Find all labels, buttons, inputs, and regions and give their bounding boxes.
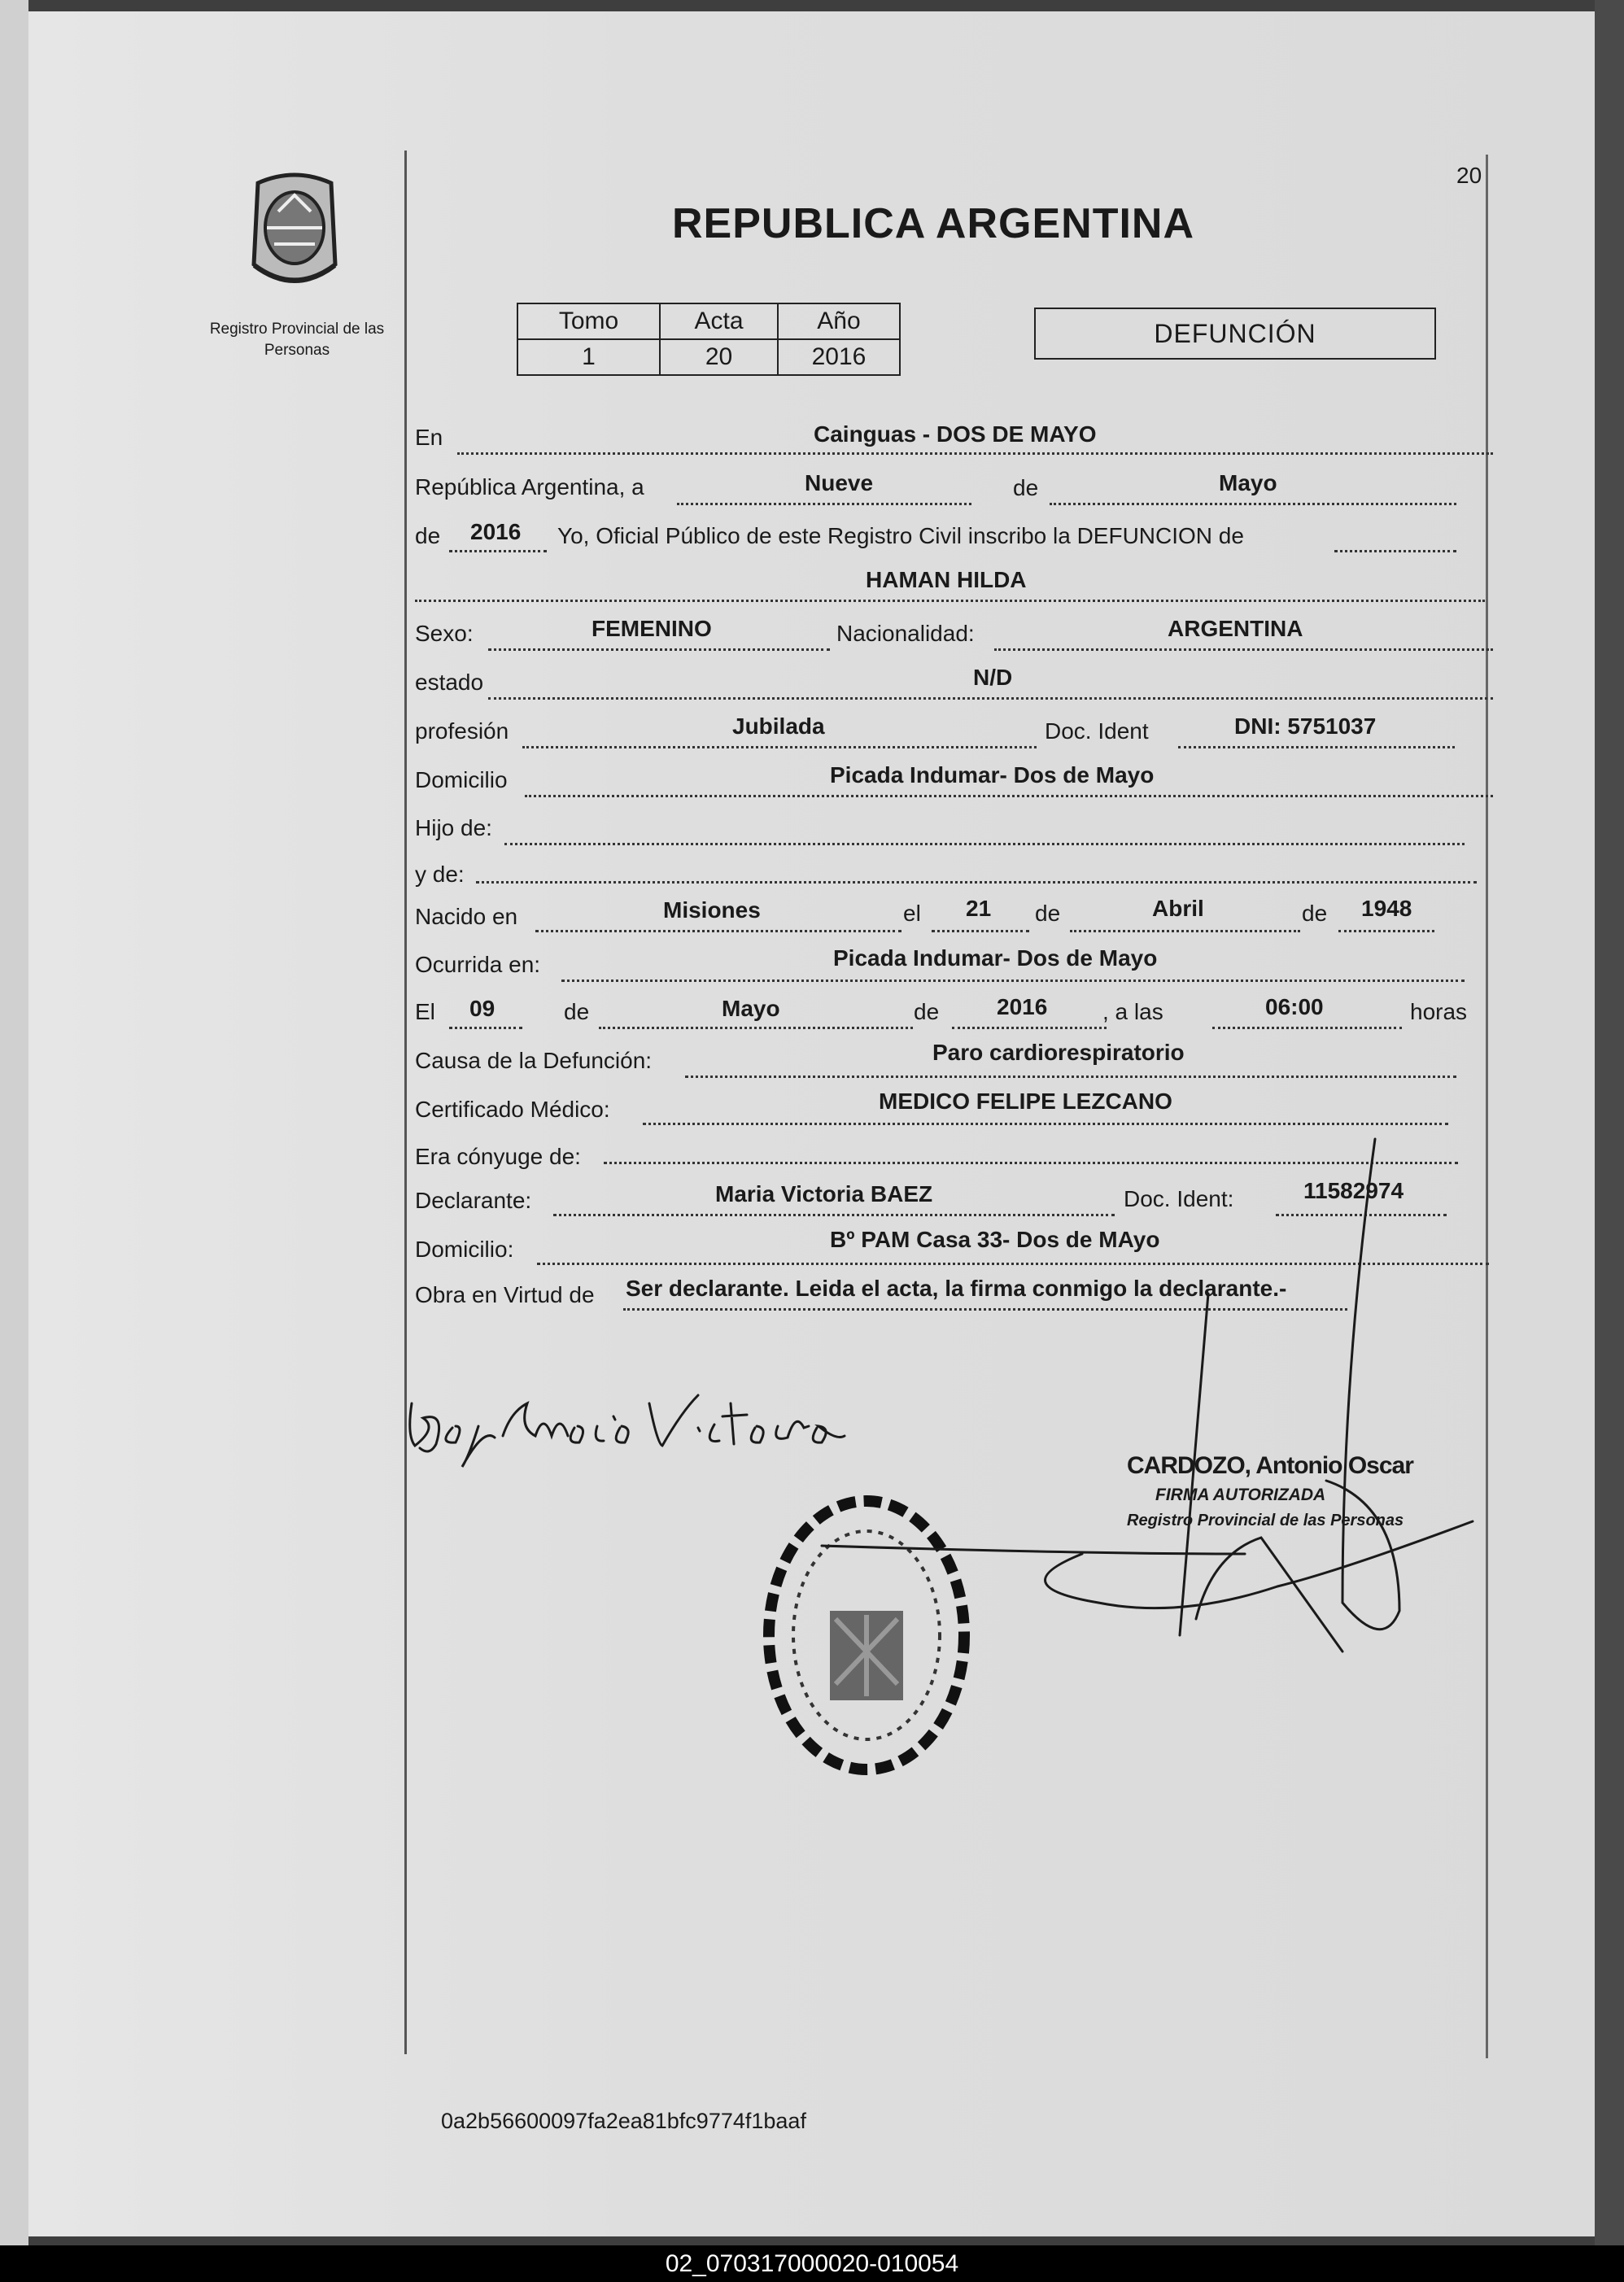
label-declarante: Declarante: [415,1188,532,1213]
value-def-hora: 06:00 [1265,994,1324,1019]
value-def-anio: 2016 [997,994,1048,1019]
label-de-4: de [1302,901,1328,926]
label-causa: Causa de la Defunción: [415,1048,653,1073]
official-name: CARDOZO, Antonio Oscar [1127,1452,1413,1479]
label-el-lower: el [903,901,921,926]
label-de-3: de [1035,901,1061,926]
value-declarante-doc: 11582974 [1303,1178,1404,1203]
registry-label: Registro Provincial de las Personas [209,321,385,359]
value-sexo: FEMENINO [592,616,712,641]
value-nacido-en: Misiones [663,897,761,923]
official-role: FIRMA AUTORIZADA [1155,1486,1326,1504]
label-nacido-en: Nacido en [415,904,518,929]
scanner-left-edge [0,0,28,2245]
scanner-right-edge [1595,0,1624,2245]
official-signature [757,1131,1489,1700]
label-sexo: Sexo: [415,621,474,646]
value-nac-mes: Abril [1152,896,1204,921]
header-tomo: Tomo [517,303,660,339]
value-domicilio: Picada Indumar- Dos de Mayo [830,762,1155,788]
value-estado: N/D [973,665,1013,690]
label-el: El [415,999,435,1024]
value-lugar: Cainguas - DOS DE MAYO [814,421,1097,447]
value-def-dia: 09 [469,996,495,1021]
left-margin-line [404,151,407,2054]
value-nac-dia: 21 [966,896,992,921]
value-declarante-domicilio: Bº PAM Casa 33- Dos de MAyo [830,1227,1160,1252]
value-declarante: Maria Victoria BAEZ [715,1181,933,1206]
label-a-las: , a las [1102,999,1163,1024]
label-obra: Obra en Virtud de [415,1282,595,1307]
label-domicilio-2: Domicilio: [415,1237,514,1262]
label-yo: Yo, Oficial Público de este Registro Civil inscribo la DEFUNCION de [557,523,1244,548]
value-ocurrida-en: Picada Indumar- Dos de Mayo [833,945,1158,971]
footer-code: 02_070317000020-010054 [0,2245,1624,2282]
value-obra: Ser declarante. Leida el acta, la firma conmigo la declarante.- [626,1276,1287,1301]
page-title: REPUBLICA ARGENTINA [672,200,1195,247]
value-tomo: 1 [517,339,660,375]
label-certificado: Certificado Médico: [415,1097,610,1122]
label-y-de: y de: [415,862,465,887]
value-def-mes: Mayo [722,996,780,1021]
label-de-2: de [415,523,441,548]
label-profesion: profesión [415,718,509,744]
label-de-1: de [1013,475,1039,500]
label-horas: horas [1410,999,1468,1024]
label-ocurrida-en: Ocurrida en: [415,952,541,977]
value-acta: 20 [660,339,778,375]
document-hash: 0a2b56600097fa2ea81bfc9774f1baaf [441,2109,806,2133]
label-de-6: de [914,999,940,1024]
value-nombre: HAMAN HILDA [866,567,1027,592]
value-dia: Nueve [805,470,874,495]
header-acta: Acta [660,303,778,339]
official-registry: Registro Provincial de las Personas [1127,1512,1404,1529]
page-number: 20 [1456,163,1482,188]
label-doc-ident-2: Doc. Ident: [1124,1186,1234,1211]
value-mes: Mayo [1219,470,1277,495]
provincial-seal-icon [238,167,351,297]
label-doc-ident: Doc. Ident [1045,718,1149,744]
value-documento: DNI: 5751037 [1234,713,1377,739]
label-conyuge: Era cónyuge de: [415,1144,581,1169]
record-type-box: DEFUNCIÓN [1034,308,1436,360]
label-nacionalidad: Nacionalidad: [836,621,975,646]
value-anio: 2016 [778,339,900,375]
header-anio: Año [778,303,900,339]
label-domicilio: Domicilio [415,767,508,792]
value-causa: Paro cardiorespiratorio [932,1040,1185,1065]
value-certificado: MEDICO FELIPE LEZCANO [879,1089,1172,1114]
label-estado: estado [415,670,484,695]
record-table [517,303,901,376]
label-en: En [415,425,443,450]
value-nacionalidad: ARGENTINA [1168,616,1303,641]
right-margin-line [1486,155,1488,2058]
label-republica: República Argentina, a [415,474,644,500]
label-hijo-de: Hijo de: [415,815,492,840]
value-anio: 2016 [470,519,522,544]
label-de-5: de [564,999,590,1024]
value-nac-anio: 1948 [1361,896,1412,921]
value-profesion: Jubilada [732,713,825,739]
